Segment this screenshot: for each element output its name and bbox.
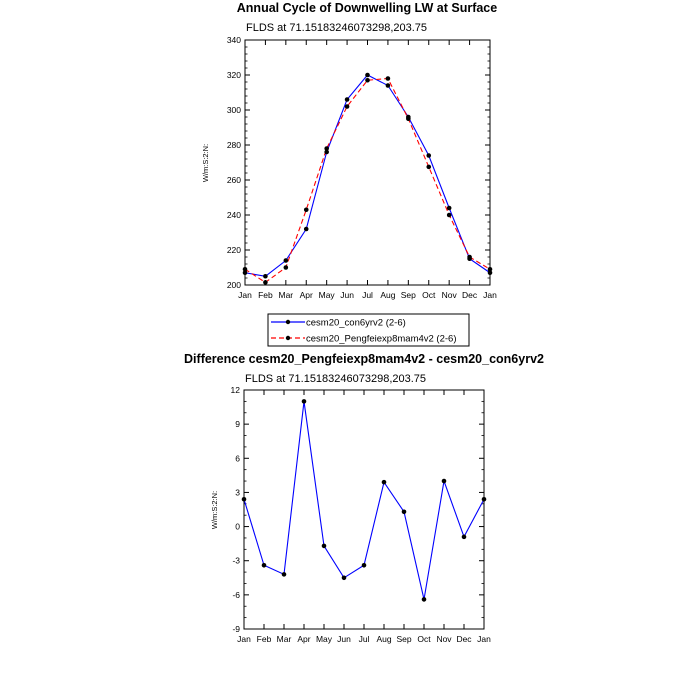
y-tick-label: 12	[230, 385, 240, 395]
chart-subtitle: FLDS at 71.15183246073298,203.75	[246, 22, 428, 34]
x-tick-label: Jul	[362, 290, 373, 300]
x-tick-label: Apr	[299, 290, 313, 300]
data-point-series-2	[406, 116, 411, 121]
x-tick-label: Aug	[376, 634, 392, 644]
y-tick-label: 260	[226, 175, 241, 185]
x-tick-label: May	[315, 634, 333, 644]
y-tick-label: 9	[235, 419, 240, 430]
data-point-series-2	[324, 146, 329, 151]
legend	[268, 314, 469, 346]
x-tick-label: Feb	[256, 634, 272, 644]
data-point-series-1	[426, 153, 431, 158]
data-point-series-2	[467, 255, 472, 260]
series-line-1	[244, 401, 484, 599]
legend-marker-series-1	[286, 320, 290, 324]
x-tick-label: Apr	[297, 634, 311, 644]
data-point-series-1	[284, 258, 289, 263]
data-point-series-1	[442, 479, 447, 484]
x-tick-label: Feb	[258, 290, 273, 300]
data-point-series-1	[462, 535, 467, 540]
chart-title: Difference cesm20_Pengfeiexp8mam4v2 - cesm20_con6yrv2	[184, 352, 544, 366]
data-point-series-2	[365, 78, 370, 83]
x-tick-label: Sep	[400, 290, 416, 300]
chart-title: Annual Cycle of Downwelling LW at Surface	[236, 1, 498, 15]
data-point-series-1	[386, 83, 391, 88]
data-point-series-1	[242, 497, 247, 502]
difference-chart	[184, 352, 544, 644]
data-point-series-1	[304, 227, 309, 232]
x-tick-label: Jun	[340, 290, 354, 300]
data-point-series-1	[422, 597, 427, 602]
y-tick-label: 6	[235, 453, 240, 464]
x-tick-label: Jan	[477, 634, 491, 644]
data-point-series-1	[263, 274, 268, 279]
data-point-series-1	[402, 509, 407, 514]
y-tick-label: 280	[226, 140, 241, 150]
y-axis-label: W/m:S:2:N:	[201, 143, 210, 183]
legend-marker-series-2	[286, 336, 290, 340]
x-tick-label: Aug	[380, 290, 396, 300]
data-point-series-2	[304, 207, 309, 212]
data-point-series-2	[284, 265, 289, 270]
y-tick-label: 3	[235, 487, 240, 498]
y-tick-label: -6	[232, 589, 240, 600]
x-tick-label: Jan	[238, 290, 252, 300]
y-tick-label: -3	[232, 555, 240, 566]
data-point-series-2	[386, 76, 391, 81]
x-tick-label: Jul	[358, 634, 370, 644]
y-tick-label: 0	[235, 521, 240, 532]
series-line-1	[245, 75, 490, 276]
data-point-series-1	[282, 572, 287, 577]
x-tick-label: Oct	[417, 634, 431, 644]
data-point-series-2	[243, 267, 248, 272]
x-tick-label: Mar	[276, 634, 292, 644]
series-line-2	[245, 79, 490, 283]
x-tick-label: Jun	[337, 634, 351, 644]
data-point-series-1	[345, 97, 350, 102]
plot-frame	[244, 390, 484, 629]
data-point-series-1	[302, 399, 307, 404]
data-point-series-1	[362, 563, 367, 568]
x-tick-label: Dec	[456, 634, 472, 644]
data-point-series-1	[482, 497, 487, 502]
y-tick-label: -9	[232, 624, 240, 634]
data-point-series-2	[488, 267, 493, 272]
x-tick-label: Jan	[483, 290, 497, 300]
data-point-series-1	[365, 73, 370, 78]
x-tick-label: Sep	[396, 634, 412, 644]
y-tick-label: 320	[226, 70, 241, 80]
legend-label-series-1: cesm20_con6yrv2 (2-6)	[306, 317, 406, 329]
y-tick-label: 220	[226, 245, 241, 255]
x-tick-label: Oct	[422, 290, 436, 300]
x-tick-label: Jan	[237, 634, 251, 644]
data-point-series-1	[262, 563, 267, 568]
x-tick-label: Dec	[462, 290, 478, 300]
data-point-series-2	[426, 165, 431, 170]
y-tick-label: 340	[226, 35, 241, 45]
data-point-series-1	[342, 575, 347, 580]
chart-subtitle: FLDS at 71.15183246073298,203.75	[245, 373, 427, 385]
y-axis-label: W/m:S:2:N:	[210, 490, 219, 530]
data-point-series-1	[322, 544, 327, 549]
series-layer	[243, 73, 493, 285]
axis-ticks	[227, 35, 497, 300]
data-point-series-2	[345, 104, 350, 109]
axis-ticks	[231, 385, 492, 644]
data-point-series-2	[263, 280, 268, 285]
x-tick-label: Nov	[436, 634, 452, 644]
y-tick-label: 200	[226, 280, 241, 290]
annual-cycle-chart	[201, 1, 497, 346]
y-tick-label: 240	[226, 210, 241, 220]
legend-label-series-2: cesm20_Pengfeiexp8mam4v2 (2-6)	[306, 333, 457, 345]
data-point-series-1	[382, 480, 387, 485]
x-tick-label: May	[318, 290, 335, 300]
data-point-series-2	[447, 213, 452, 218]
data-point-series-1	[447, 206, 452, 211]
series-layer	[242, 399, 487, 602]
x-tick-label: Nov	[441, 290, 457, 300]
x-tick-label: Mar	[278, 290, 294, 300]
y-tick-label: 300	[226, 105, 241, 115]
